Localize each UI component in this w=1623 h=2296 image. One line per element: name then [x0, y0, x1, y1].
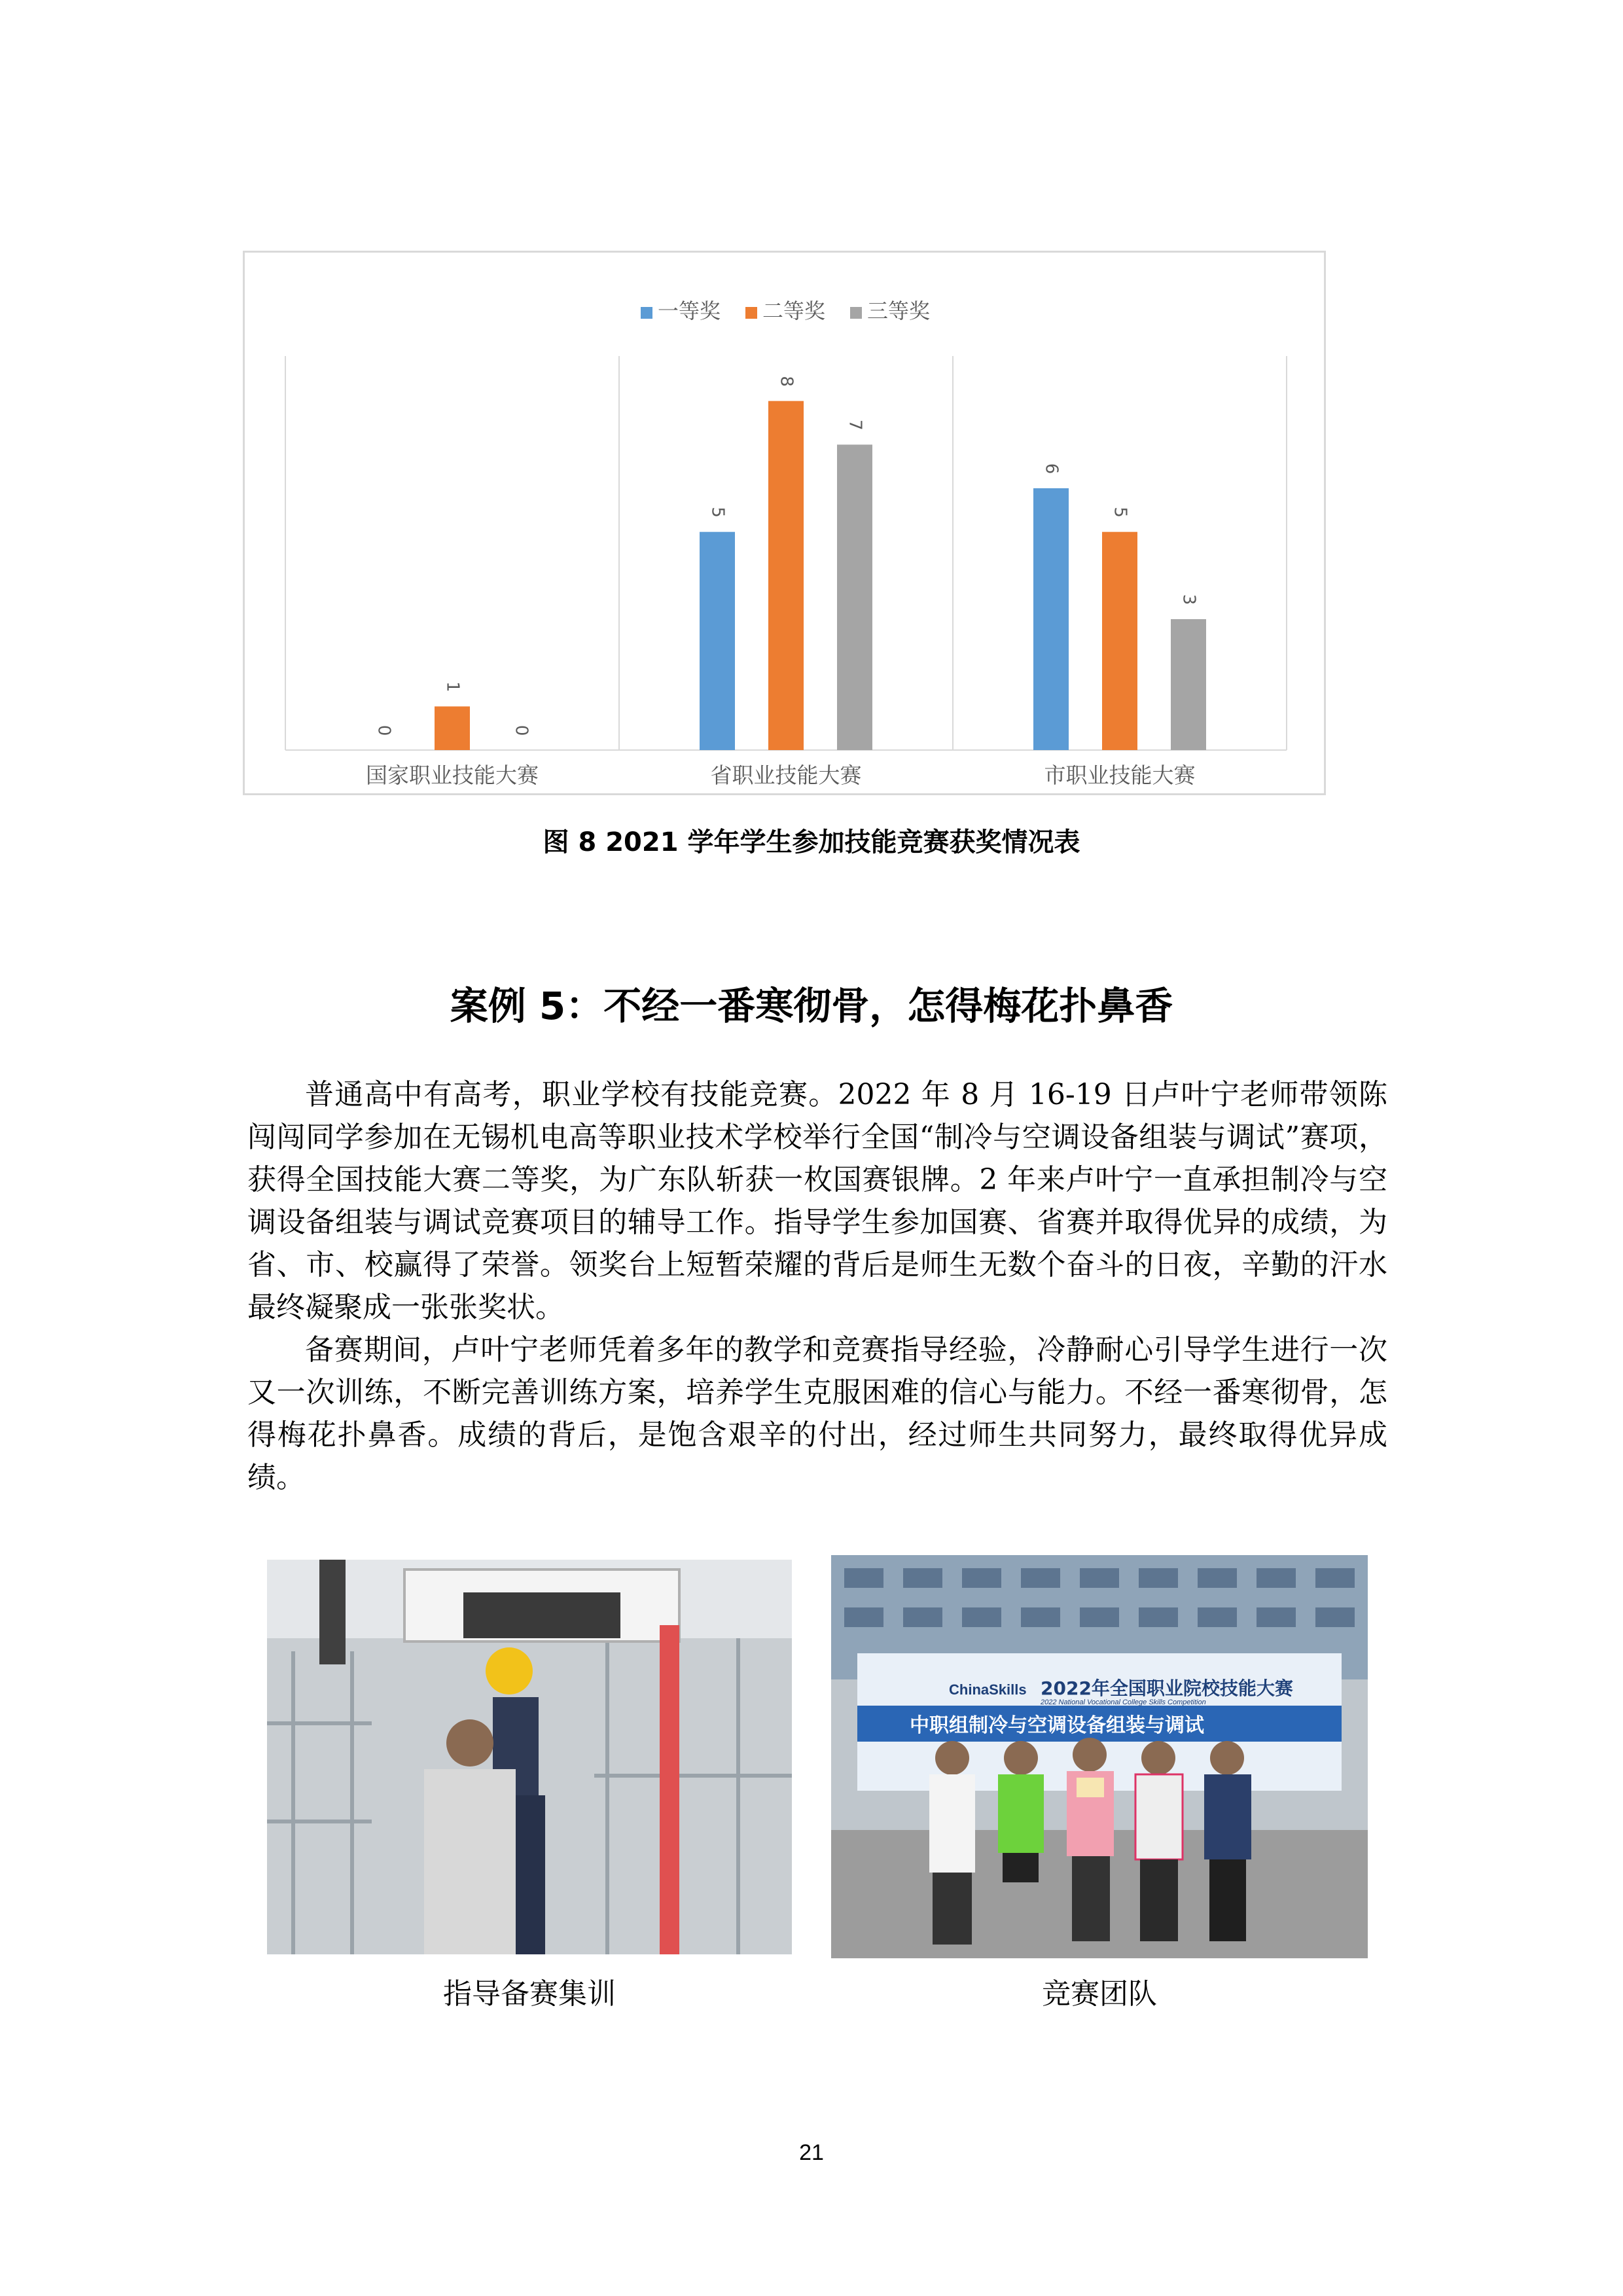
data-label: 0: [374, 725, 394, 736]
bar: [435, 706, 470, 750]
data-label: 7: [845, 420, 865, 431]
training-photo: [267, 1560, 792, 1954]
category-tick-label: 国家职业技能大赛: [366, 762, 539, 788]
banner-title: 2022年全国职业院校技能大赛: [1041, 1677, 1293, 1699]
legend-label-3: 三等奖: [867, 298, 931, 323]
page-number: 21: [799, 2140, 824, 2165]
data-label: 3: [1179, 594, 1199, 605]
award-chart: [243, 251, 1326, 795]
legend-label-1: 一等奖: [658, 298, 721, 323]
banner-subtitle: 2022 National Vocational College Skills Competition: [1041, 1698, 1206, 1706]
category-tick-label: 市职业技能大赛: [1044, 762, 1196, 788]
legend-swatch-2: [745, 307, 757, 319]
legend-label-2: 二等奖: [762, 298, 826, 323]
data-label: 5: [1110, 507, 1130, 518]
award-bar-chart-svg: [245, 253, 1324, 793]
banner-event: 中职组制冷与空调设备组装与调试: [910, 1714, 1204, 1737]
bar: [700, 532, 735, 750]
bar: [768, 401, 804, 750]
team-photo-caption: 竞赛团队: [1042, 1977, 1157, 2011]
legend-swatch-3: [850, 307, 862, 319]
category-tick-label: 省职业技能大赛: [710, 762, 862, 788]
bar: [1033, 488, 1069, 750]
data-label: 1: [442, 681, 463, 692]
team-photo: [831, 1555, 1368, 1958]
training-photo-illustration: [267, 1560, 792, 1954]
data-label: 8: [776, 376, 796, 387]
paragraph-1: 普通高中有高考，职业学校有技能竞赛。2022 年 8 月 16-19 日卢叶宁老师带领陈闯闯同学参加在无锡机电高等职业技术学校举行全国“制冷与空调设备组装与调试”赛项，获得全国技能大赛二等奖，为广东队斩获一枚国赛银牌。2 年来卢叶宁一直承担制冷与空调设备组装与调试竞赛项目的辅导工作。指导学生参加国赛、省赛并取得优异的成绩，为省、市、校赢得了荣誉。领奖台上短暂荣耀的背后是师生无数个奋斗的日夜，辛勤的汗水最终凝聚成一张张奖状。: [247, 1078, 1387, 1324]
bar: [1171, 619, 1206, 750]
team-photo-illustration: [831, 1555, 1368, 1958]
paragraph-2: 备赛期间，卢叶宁老师凭着多年的教学和竞赛指导经验，冷静耐心引导学生进行一次又一次训练，不断完善训练方案，培养学生克服困难的信心与能力。不经一番寒彻骨，怎得梅花扑鼻香。成绩的背后，是饱含艰辛的付出，经过师生共同努力，最终取得优异成绩。: [247, 1333, 1387, 1494]
banner-brand: ChinaSkills: [949, 1681, 1027, 1698]
figure-caption: 图 8 2021 学年学生参加技能竞赛获奖情况表: [543, 827, 1080, 857]
data-label: 6: [1041, 463, 1061, 475]
training-photo-caption: 指导备赛集训: [443, 1977, 616, 2011]
bar: [837, 444, 872, 750]
data-label: 5: [707, 507, 728, 518]
bar: [1102, 532, 1137, 750]
data-label: 0: [511, 725, 531, 736]
case-title: 案例 5：不经一番寒彻骨，怎得梅花扑鼻香: [450, 984, 1173, 1028]
legend-swatch-1: [641, 307, 652, 319]
